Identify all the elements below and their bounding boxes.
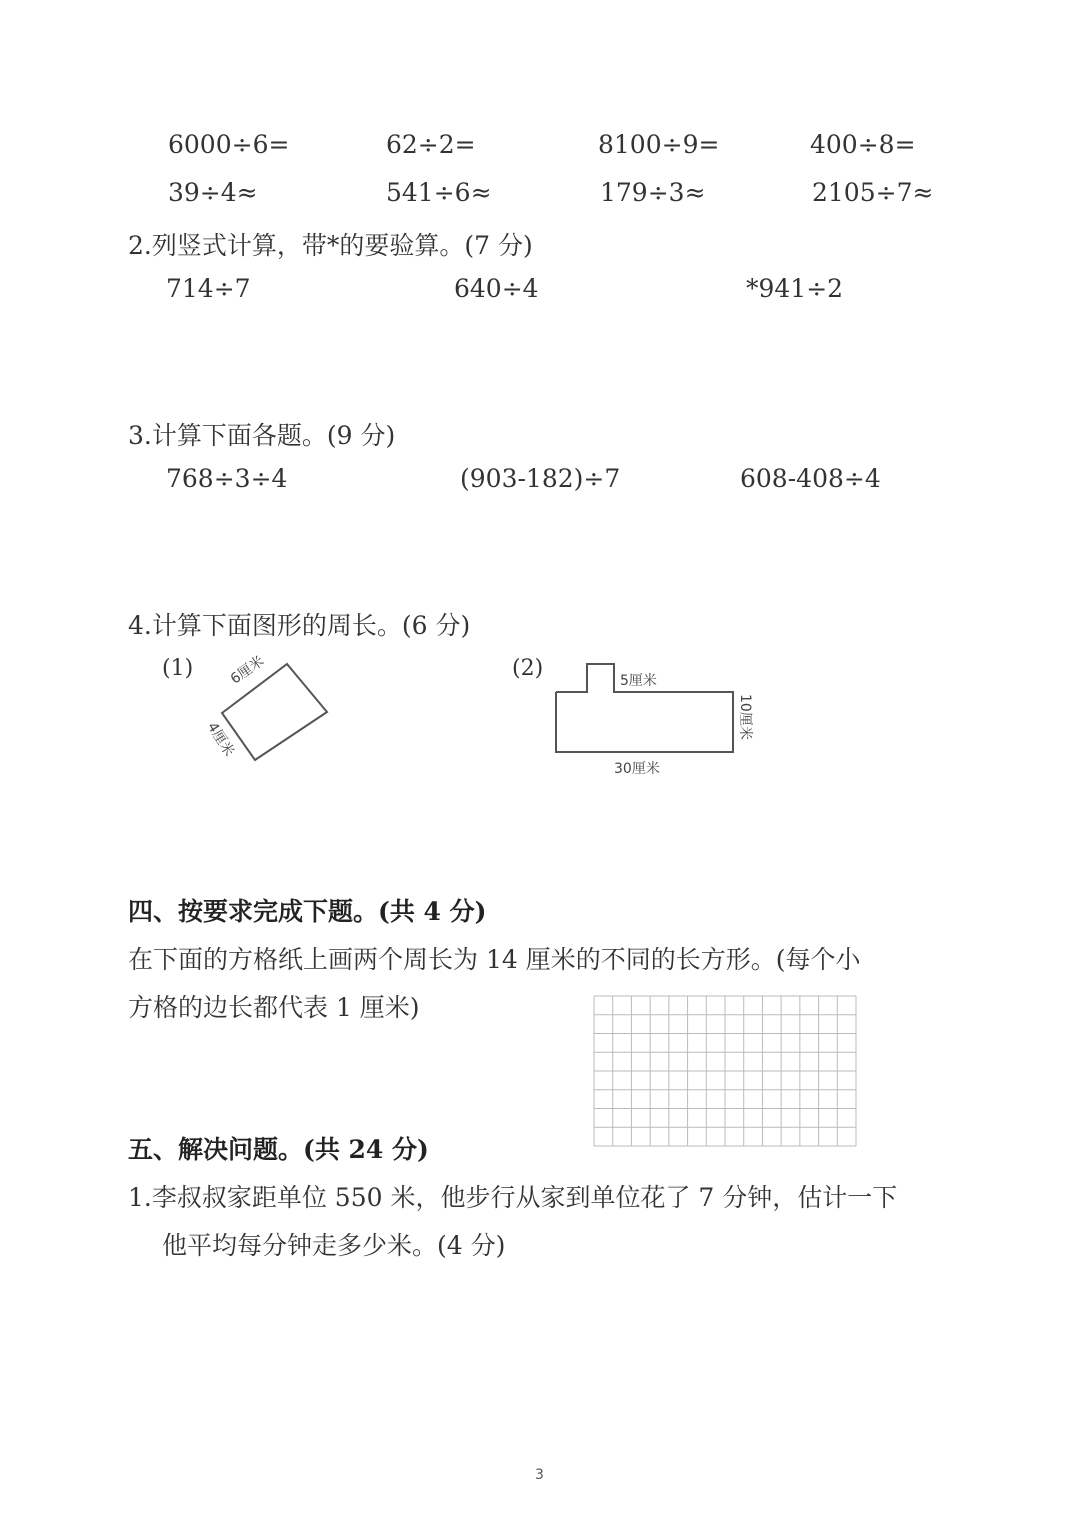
section5-q1-line1: 1.李叔叔家距单位 550 米，他步行从家到单位花了 7 分钟，估计一下 (128, 1183, 898, 1212)
grid-paper (594, 996, 856, 1146)
q4-title: 4.计算下面图形的周长。(6 分) (128, 611, 471, 640)
q3-item-1: 768÷3÷4 (166, 464, 288, 493)
fig1-label: (1) (162, 656, 194, 681)
oral-expr-7: 179÷3≈ (600, 178, 706, 207)
section4-line1: 在下面的方格纸上画两个周长为 14 厘米的不同的长方形。(每个小 (128, 945, 861, 974)
fig2-top-label: 5厘米 (620, 673, 657, 689)
page-number: 3 (535, 1467, 544, 1483)
q3-item-2: (903-182)÷7 (460, 464, 621, 493)
fig2-label: (2) (512, 656, 544, 681)
fig2-bottom-label: 30厘米 (614, 761, 660, 777)
q2-title: 2.列竖式计算，带*的要验算。(7 分) (128, 231, 533, 260)
section5-title: 五、解决问题。(共 24 分) (128, 1135, 429, 1164)
fig1-side-b-label: 4厘米 (203, 719, 238, 760)
q3-item-3: 608-408÷4 (740, 464, 881, 493)
section4-title: 四、按要求完成下题。(共 4 分) (128, 897, 487, 926)
q3-title: 3.计算下面各题。(9 分) (128, 421, 396, 450)
oral-expr-3: 8100÷9= (598, 130, 720, 159)
oral-expr-1: 6000÷6= (168, 130, 290, 159)
oral-expr-8: 2105÷7≈ (812, 178, 934, 207)
q2-item-1: 714÷7 (166, 274, 251, 303)
fig1-side-a-label: 6厘米 (227, 653, 268, 688)
oral-expr-5: 39÷4≈ (168, 178, 258, 207)
oral-expr-2: 62÷2= (386, 130, 476, 159)
section4-line2: 方格的边长都代表 1 厘米) (128, 993, 420, 1022)
oral-expr-6: 541÷6≈ (386, 178, 492, 207)
q2-item-2: 640÷4 (454, 274, 539, 303)
fig2-right-label: 10厘米 (737, 694, 753, 740)
oral-expr-4: 400÷8= (810, 130, 916, 159)
section5-q1-line2: 他平均每分钟走多少米。(4 分) (162, 1231, 506, 1260)
q2-item-3: *941÷2 (746, 274, 844, 303)
